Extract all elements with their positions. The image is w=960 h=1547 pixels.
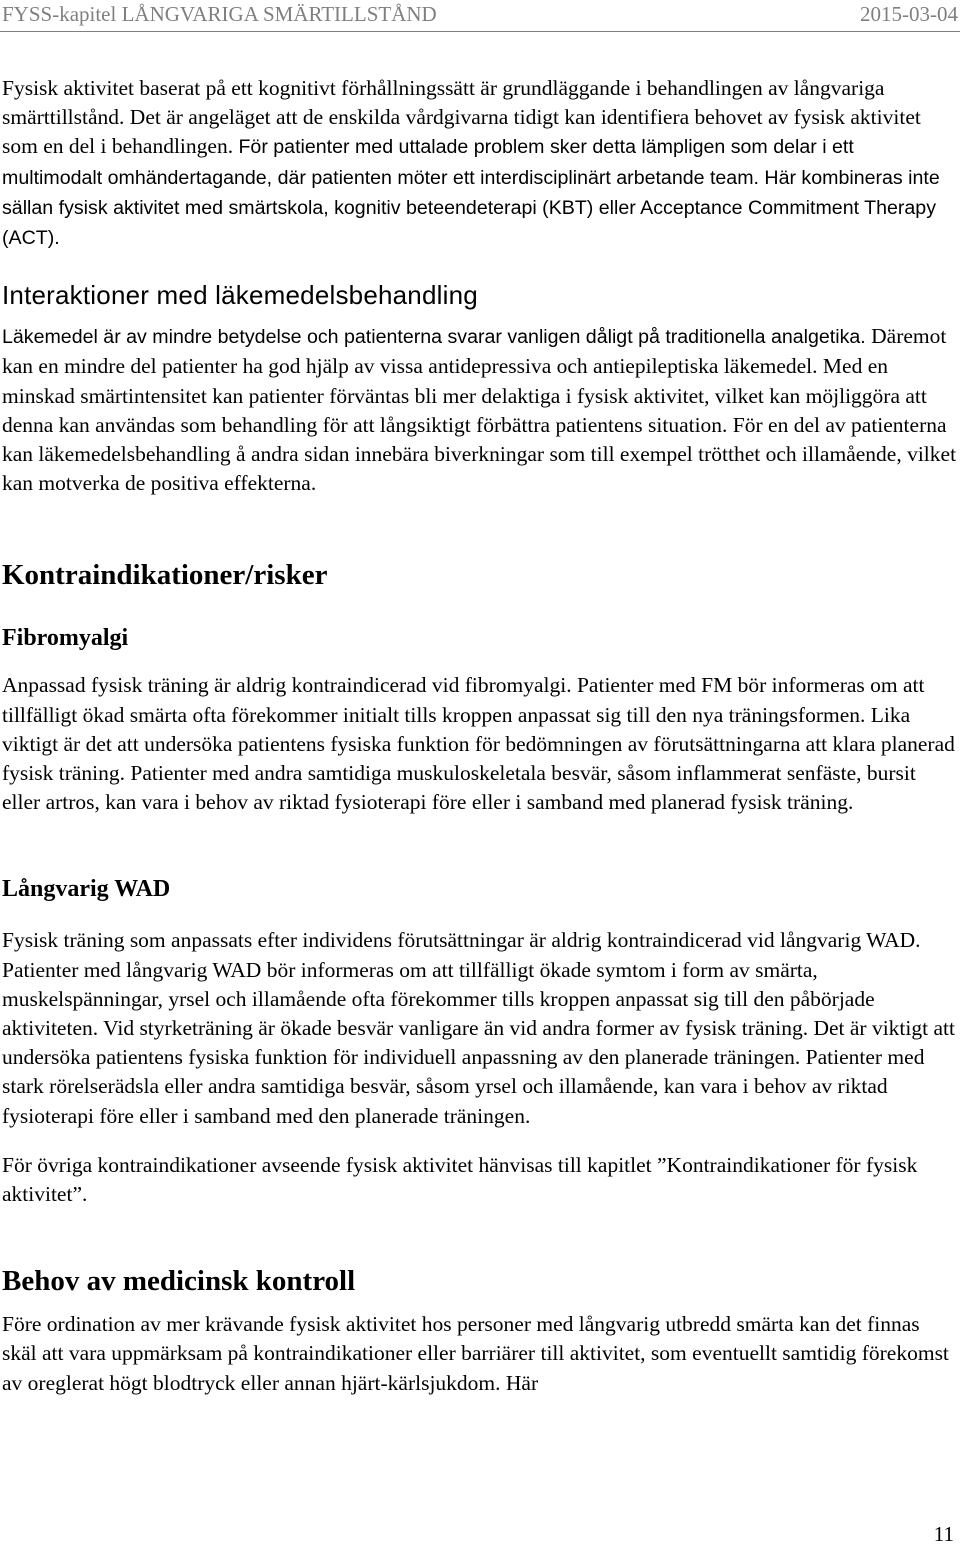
wad-paragraph: Fysisk träning som anpassats efter individens förutsättningar är aldrig kontraindicerad vid långvarig WAD. Patienter med långvarig WAD bör informeras om att tillfälligt ökade symtom i form av smärta, muskelspänningar, yrsel och illamående ofta förekommer tills kroppen anpassat sig till den påbörjade aktiviteten. Vid styrketräning är ökade besvär vanligare än vid andra former av fysisk träning. Det är viktigt att undersöka patientens fysiska funktion för individuell anpassning av den planerade träningen. Patienter med stark rörelserädsla eller andra samtidiga besvär, såsom yrsel och illamående, kan vara i behov av riktad fysioterapi före eller i samband med den planerade träningen. bbox=[2, 928, 955, 1128]
header-title: FYSS-kapitel LÅNGVARIGA SMÄRTILLSTÅND bbox=[2, 2, 437, 26]
fibromyalgi-paragraph: Anpassad fysisk träning är aldrig kontraindicerad vid fibromyalgi. Patienter med FM bör informeras om att tillfälligt ökad smärta ofta förekommer initialt tills kroppen anpassat sig till den nya träningsformen. Lika viktigt är det att undersöka patientens fysiska funktion för bedömningen av förutsättningarna att klara planerad fysisk träning. Patienter med andra samtidiga muskuloskeletala besvär, såsom inflammerat senfäste, bursit eller artros, kan vara i behov av riktad fysioterapi före eller i samband med planerad fysisk träning. bbox=[2, 673, 955, 815]
header-divider bbox=[0, 31, 960, 32]
page-number: 11 bbox=[933, 1522, 954, 1546]
heading-behov-medicinsk-kontroll: Behov av medicinsk kontroll bbox=[2, 1265, 356, 1298]
behov-paragraph: Före ordination av mer krävande fysisk aktivitet hos personer med långvarig utbredd smärta kan det finnas skäl att vara uppmärksam på kontraindikationer eller barriärer till aktivitet, som eventuellt samtidig förekomst av oreglerat högt blodtryck eller annan hjärt-kärlsjukdom. Här bbox=[2, 1312, 949, 1395]
intro-paragraph bbox=[2, 74, 958, 253]
heading-kontraindikationer: Kontraindikationer/risker bbox=[2, 559, 328, 592]
page-body bbox=[2, 74, 958, 1398]
heading-langvarig-wad: Långvarig WAD bbox=[2, 876, 171, 903]
header-date: 2015-03-04 bbox=[860, 2, 958, 26]
intro-serif-text: Fysisk aktivitet baserat på ett kognitivt förhållningssätt är grundläggande i behandlingen av långvariga smärttillstånd. Det är angeläget att de enskilda vårdgivarna tidigt kan identifiera behovet av fysisk aktivitet som en del i behandlingen. bbox=[2, 76, 921, 159]
interaktioner-sans-text: Läkemedel är av mindre betydelse och patienterna svarar vanligen dåligt på traditionella analgetika. bbox=[2, 326, 866, 349]
heading-fibromyalgi: Fibromyalgi bbox=[2, 625, 129, 652]
interaktioner-paragraph bbox=[2, 322, 958, 498]
heading-interaktioner: Interaktioner med läkemedelsbehandling bbox=[2, 280, 478, 311]
intro-sans-text: För patienter med uttalade problem sker detta lämpligen som delar i ett multimodalt omhändertagande, där patienten möter ett interdisciplinärt arbetande team. Här kombineras inte sällan fysisk aktivitet med smärtskola, kognitiv beteendeterapi (KBT) eller Acceptance Commitment Therapy (ACT). bbox=[2, 136, 940, 250]
reference-paragraph: För övriga kontraindikationer avseende fysisk aktivitet hänvisas till kapitlet ”Kontraindikationer för fysisk aktivitet”. bbox=[2, 1152, 918, 1207]
interaktioner-serif-text: Däremot kan en mindre del patienter ha god hjälp av vissa antidepressiva och antiepileptiska läkemedel. Med en minskad smärtintensitet kan patienter förväntas bli mer delaktiga i fysisk aktivitet, vilket kan möjliggöra att denna kan användas som behandling för att långsiktigt förbättra patientens situation. För en del av patienterna kan läkemedelsbehandling å andra sidan innebära biverkningar som till exempel trötthet och illamående, vilket kan motverka de positiva effekterna. bbox=[2, 324, 957, 496]
page-header bbox=[2, 2, 958, 32]
